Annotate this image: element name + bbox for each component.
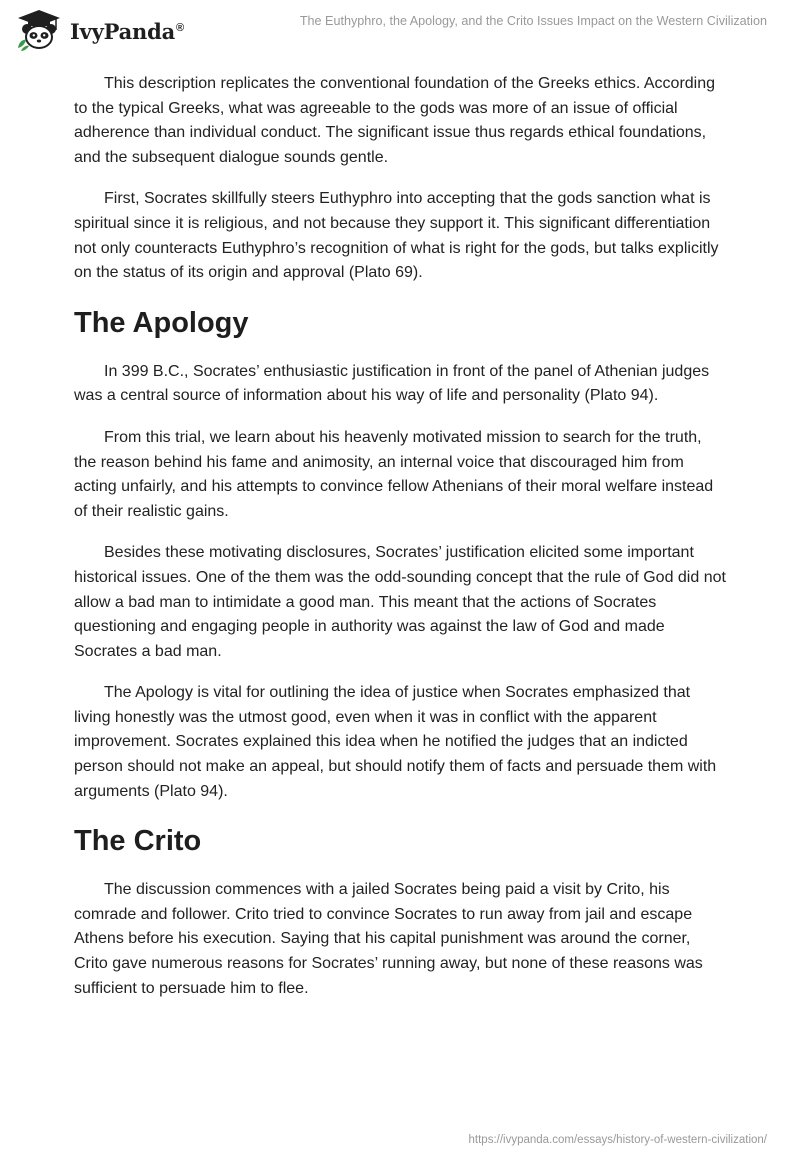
paragraph: The Apology is vital for outlining the idea of justice when Socrates emphasized that living honestly was the utmost good, even when it was in conflict with the apparent improvement. Socrates explained this idea when he notified the judges that an indicted person should not make an appeal, but should notify them of facts and persuade them with arguments (Plato 94). (74, 684, 717, 800)
page-header (0, 0, 800, 60)
registered-mark: ® (176, 21, 184, 34)
article-body (74, 72, 726, 1018)
paragraph: The discussion commences with a jailed Socrates being paid a visit by Crito, his comrade and follower. Crito tried to convince Socrates to run away from jail and escape Athens before his execution. Saying that his capital punishment was around the corner, Crito gave numerous reasons for Socrates’ running away, but none of these reasons was sufficient to persuade him to flee. (74, 881, 703, 997)
paragraph: Besides these motivating disclosures, Socrates’ justification elicited some important historical issues. One of the them was the odd-sounding concept that the rule of God did not allow a bad man to intimidate a good man. This meant that the actions of Socrates questioning and engaging people in authority was against the law of God and made Socrates a bad man. (74, 544, 726, 660)
paragraph: In 399 B.C., Socrates’ enthusiastic justification in front of the panel of Athenian judges was a central source of information about his way of life and personality (Plato 94). (74, 362, 710, 405)
section-heading-apology: The Apology (74, 306, 249, 339)
paragraph: First, Socrates skillfully steers Euthyphro into accepting that the gods sanction what is spiritual since it is religious, and not because they support it. This significant differentiation not only counteracts Euthyphro’s recognition of what is right for the gods, but talks explicitly on the status of its origin and approval (Plato 69). (74, 190, 719, 282)
document-title: The Euthyphro, the Apology, and the Crito Issues Impact on the Western Civilization (299, 14, 767, 28)
paragraph: From this trial, we learn about his heavenly motivated mission to search for the truth, the reason behind his fame and animosity, an internal voice that discouraged him from acting unfairly, and his attempts to convince fellow Athenians of their moral welfare instead of their realistic gains. (74, 428, 714, 520)
section-heading-crito: The Crito (74, 825, 202, 858)
ivypanda-logo[interactable] (14, 8, 184, 52)
brand-name: IvyPanda® (70, 18, 184, 44)
panda-graduate-icon (14, 8, 64, 52)
source-url[interactable]: https://ivypanda.com/essays/history-of-western-civilization/ (468, 1134, 767, 1146)
paragraph: This description replicates the conventional foundation of the Greeks ethics. According to the typical Greeks, what was agreeable to the gods was more of an issue of official adherence than individual conduct. The significant issue thus regards ethical foundations, and the subsequent dialogue sounds gentle. (74, 75, 716, 166)
